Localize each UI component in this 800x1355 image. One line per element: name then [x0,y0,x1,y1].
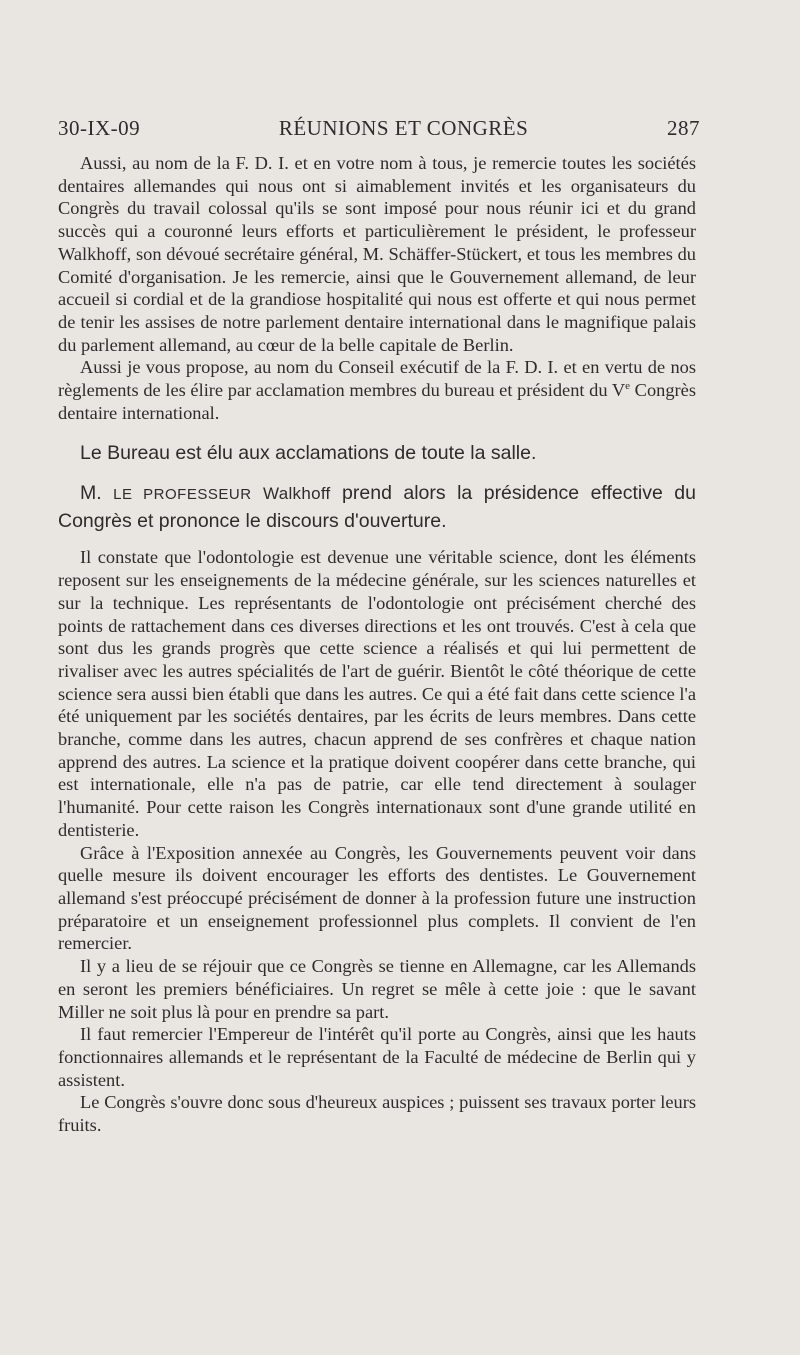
paragraph-thanks: Aussi, au nom de la F. D. I. et en votre nom à tous, je remercie toutes les sociétés dentaires allemandes qui nous ont si aimablement invités et les organisateurs du Congrès du travail colossal qu'ils se sont imposé pour nous réunir ici et du grand succès qui a couronné leurs efforts et particulièrement le président, le professeur Walkhoff, son dévoué secrétaire général, M. Schäffer-Stückert, et tous les membres du Comité d'organisation. Je les remercie, ainsi que le Gouvernement allemand, de leur accueil si cordial et de la grandiose hospitalité qui nous est offerte et qui nous permet de tenir les assises de notre parlement dentaire international dans le magnifique palais du parlement allemand, au cœur de la belle capitale de Berlin. [58,153,696,355]
paragraph-proposal [58,356,696,424]
statement-title: LE PROFESSEUR [113,486,252,504]
proposal-text-b: Congrès dentaire international. [58,380,696,423]
paragraph-emperor: Il faut remercier l'Empereur de l'intérêt qu'il porte au Congrès, ainsi que les hauts fonctionnaires allemands et le représentant de la Faculté de médecine de Berlin qui y assistent. [58,1024,696,1090]
statement-rest: prend alors la présidence effective du Congrès et prononce le discours d'ouverture. [58,482,696,533]
proposal-text-a: Aussi je vous propose, au nom du Conseil exécutif de la F. D. I. et en vertu de nos règlements de les élire par acclamation membres du bureau et président du V [58,357,696,401]
ordinal-superscript: e [625,379,631,392]
page-number: 287 [667,116,700,140]
statement-name: Walkhoff [262,484,331,504]
statement-walkhoff-presidency [58,480,696,534]
paragraph-odontology: Il constate que l'odontologie est devenue une véritable science, dont les éléments reposent sur les enseignements de la médecine générale, sur les sciences naturelles et sur la technique. Les représentants de l'odontologie ont précisément cherché des points de rattachement dans ces diverses directions et les ont trouvés. C'est à cela que sont dus les grands progrès que cette science a réalisés et qui lui permettent de rivaliser avec les autres spécialités de l'art de guérir. Bientôt le côté théorique de cette science sera aussi bien établi que dans les autres. Ce qui a été fait dans cette science l'a été uniquement par les sociétés dentaires, par les écrits de leurs membres. Dans cette branche, comme dans les autres, chacun apprend de ses confrères et chaque nation apprend des autres. La science et la pratique doivent coopérer dans cette branche, qui est internationale, elle n'a pas de patrie, car elle tend directement à soulager l'humanité. Pour cette raison les Congrès internationaux sont d'une grande utilité en dentisterie. [58,547,696,840]
running-header [58,116,700,146]
statement-bureau-elected: Le Bureau est élu aux acclamations de toute la salle. [80,442,537,465]
body-text [58,152,696,1137]
header-date: 30-IX-09 [58,116,141,140]
paragraph-exposition: Grâce à l'Exposition annexée au Congrès, les Gouvernements peuvent voir dans quelle mesure ils doivent encourager les efforts des dentistes. Le Gouvernement allemand s'est préoccupé précisément de donner à la profession future une instruction préparatoire et un enseignement professionnel plus complets. Il convient de l'en remercier. [58,842,696,954]
paragraph-germany: Il y a lieu de se réjouir que ce Congrès se tienne en Allemagne, car les Allemands en seront les premiers bénéficiaires. Un regret se mêle à cette joie : que le savant Miller ne soit plus là pour en prendre sa part. [58,956,696,1022]
paragraph-closing: Le Congrès s'ouvre donc sous d'heureux auspices ; puissent ses travaux porter leurs fruits. [58,1092,696,1136]
statement-m: M. [80,482,114,505]
header-section-title: RÉUNIONS ET CONGRÈS [278,116,529,140]
